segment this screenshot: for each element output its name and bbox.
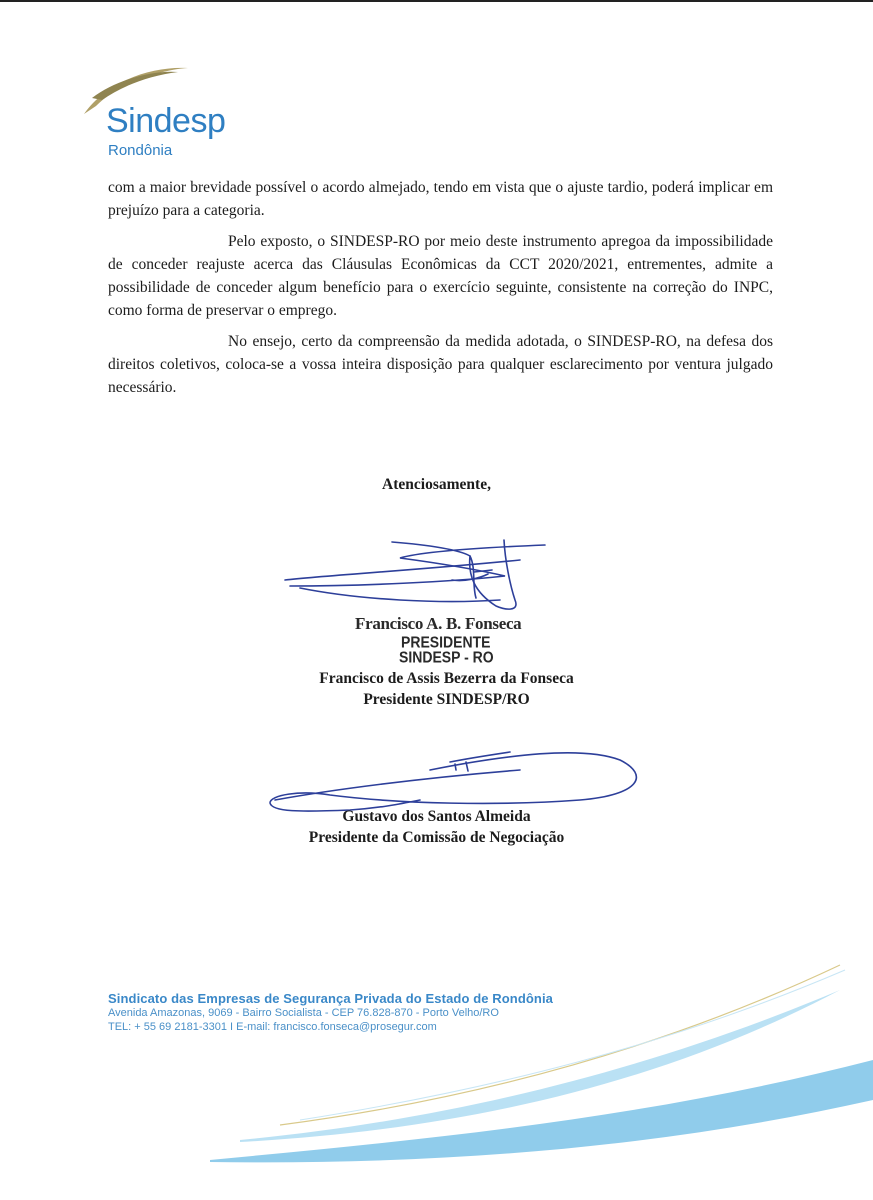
signer-2-name: Gustavo dos Santos Almeida — [342, 808, 531, 825]
closing-salutation: Atenciosamente, — [382, 476, 491, 493]
footer-contact: TEL: + 55 69 2181-3301 I E-mail: francisco.fonseca@prosegur.com — [108, 1021, 437, 1033]
footer-wave-decoration — [0, 950, 873, 1200]
paragraph-3: No ensejo, certo da compreensão da medida adotada, o SINDESP-RO, na defesa dos direitos coletivos, coloca-se a vossa inteira disposição para qualquer esclarecimento por ventura julgado necessário. — [108, 333, 773, 396]
signer-1-role: Presidente SINDESP/RO — [363, 691, 530, 708]
signer-2 — [0, 806, 873, 848]
paragraph-1: com a maior brevidade possível o acordo almejado, tendo em vista que o ajuste tardio, poderá implicar em prejuízo para a categoria. — [108, 179, 773, 219]
footer-org: Sindicato das Empresas de Segurança Privada do Estado de Rondônia — [108, 991, 554, 1006]
stamp-org: SINDESP - RO — [399, 648, 494, 666]
stamp-name: Francisco A. B. Fonseca — [355, 614, 522, 633]
signer-2-role: Presidente da Comissão de Negociação — [308, 829, 565, 846]
logo-name: Sindesp — [106, 102, 226, 140]
logo-region: Rondônia — [108, 142, 173, 159]
signature-stamp — [355, 614, 535, 665]
signer-1 — [0, 668, 873, 710]
paragraph-2: Pelo exposto, o SINDESP-RO por meio deste instrumento apregoa da impossibilidade de conceder reajuste acerca das Cláusulas Econômicas da CCT 2020/2021, entrementes, admite a possibilidade de conceder algum benefício para o exercício seguinte, consistente na correção do INPC, como forma de preservar o emprego. — [108, 233, 773, 319]
signer-1-name: Francisco de Assis Bezerra da Fonseca — [319, 670, 574, 687]
stamp-title: PRESIDENTE — [401, 633, 491, 651]
letter-footer — [108, 991, 553, 1034]
footer-address: Avenida Amazonas, 9069 - Bairro Socialista - CEP 76.828-870 - Porto Velho/RO — [108, 1007, 499, 1019]
